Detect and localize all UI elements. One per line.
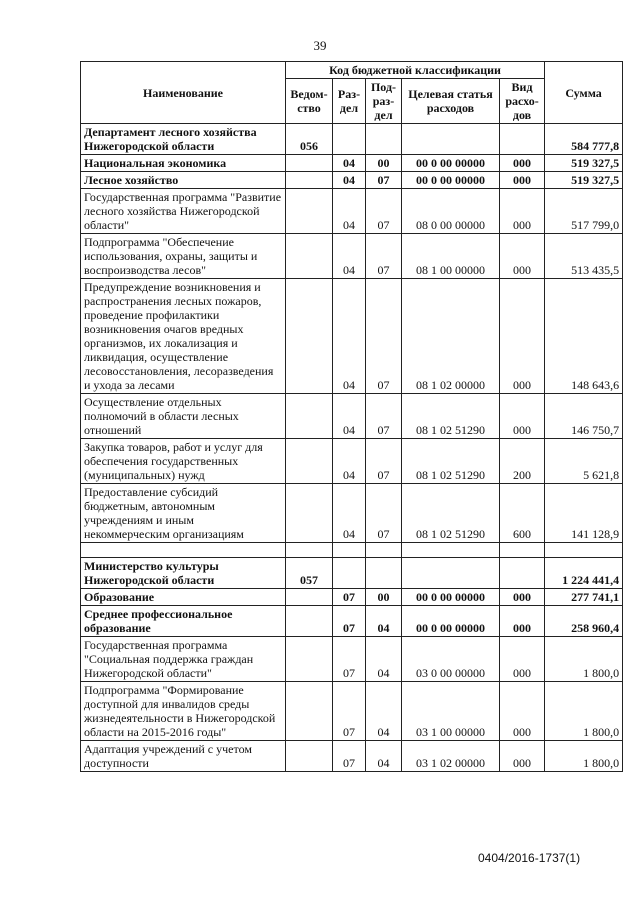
cell-vedomstvo [286,189,333,234]
cell-expense-type: 000 [500,394,545,439]
cell-target-article: 00 0 00 00000 [402,589,500,606]
cell-podrazdel: 00 [366,589,402,606]
empty-cell [500,543,545,558]
cell-name: Адаптация учреждений с учетом доступности [81,741,286,772]
empty-cell [333,543,366,558]
cell-expense-type: 600 [500,484,545,543]
table-row [81,682,623,741]
page-number: 39 [313,38,327,53]
cell-sum: 584 777,8 [545,124,623,155]
table-body [81,124,623,772]
cell-sum: 5 621,8 [545,439,623,484]
cell-podrazdel: 07 [366,172,402,189]
cell-sum: 1 224 441,4 [545,558,623,589]
cell-expense-type: 000 [500,279,545,394]
table-row [81,189,623,234]
cell-target-article: 08 0 00 00000 [402,189,500,234]
cell-podrazdel: 04 [366,606,402,637]
table-row [81,439,623,484]
cell-podrazdel: 07 [366,279,402,394]
cell-name: Образование [81,589,286,606]
cell-target-article: 08 1 02 51290 [402,394,500,439]
cell-podrazdel [366,558,402,589]
empty-cell [402,543,500,558]
cell-vedomstvo: 056 [286,124,333,155]
cell-razdel [333,124,366,155]
table-row [81,279,623,394]
table-row [81,394,623,439]
table-row [81,172,623,189]
budget-table [80,61,623,772]
cell-vedomstvo [286,637,333,682]
cell-vedomstvo [286,589,333,606]
cell-podrazdel: 07 [366,394,402,439]
cell-sum: 141 128,9 [545,484,623,543]
cell-sum: 517 799,0 [545,189,623,234]
cell-target-article: 00 0 00 00000 [402,606,500,637]
header-vedomstvo: Ведом-ство [286,79,333,124]
cell-name: Национальная экономика [81,155,286,172]
cell-target-article: 08 1 00 00000 [402,234,500,279]
cell-razdel: 04 [333,394,366,439]
cell-razdel: 07 [333,741,366,772]
header-razdel: Раз-дел [333,79,366,124]
cell-target-article: 03 0 00 00000 [402,637,500,682]
cell-vedomstvo [286,172,333,189]
table-row [81,124,623,155]
cell-target-article: 00 0 00 00000 [402,172,500,189]
cell-name: Подпрограмма "Формирование доступной для инвалидов среды жизнедеятельности в Нижегородской области на 2015-2016 годы" [81,682,286,741]
table-row [81,606,623,637]
cell-target-article [402,558,500,589]
cell-vedomstvo [286,394,333,439]
cell-sum: 1 800,0 [545,682,623,741]
table-row [81,637,623,682]
cell-sum: 1 800,0 [545,637,623,682]
cell-sum: 519 327,5 [545,155,623,172]
cell-expense-type: 000 [500,155,545,172]
cell-vedomstvo [286,741,333,772]
empty-cell [81,543,286,558]
cell-razdel: 04 [333,189,366,234]
cell-razdel: 04 [333,172,366,189]
table-row [81,741,623,772]
cell-expense-type: 000 [500,234,545,279]
cell-expense-type [500,558,545,589]
cell-name: Департамент лесного хозяйства Нижегородской области [81,124,286,155]
cell-expense-type [500,124,545,155]
cell-expense-type: 000 [500,637,545,682]
cell-podrazdel: 07 [366,234,402,279]
table-row [81,234,623,279]
cell-name: Лесное хозяйство [81,172,286,189]
cell-podrazdel: 07 [366,439,402,484]
cell-vedomstvo [286,155,333,172]
cell-podrazdel: 04 [366,682,402,741]
cell-podrazdel [366,124,402,155]
header-code-group: Код бюджетной классификации [286,62,545,79]
empty-cell [286,543,333,558]
header-expense-type: Вид расхо-дов [500,79,545,124]
cell-target-article [402,124,500,155]
cell-name: Предоставление субсидий бюджетным, автономным учреждениям и иным некоммерческим организациям [81,484,286,543]
cell-name: Осуществление отдельных полномочий в области лесных отношений [81,394,286,439]
cell-razdel: 07 [333,637,366,682]
cell-sum: 1 800,0 [545,741,623,772]
cell-vedomstvo [286,439,333,484]
cell-name: Государственная программа "Развитие лесного хозяйства Нижегородской области" [81,189,286,234]
empty-cell [366,543,402,558]
cell-name: Среднее профессиональное образование [81,606,286,637]
cell-razdel: 07 [333,589,366,606]
cell-vedomstvo: 057 [286,558,333,589]
cell-target-article: 08 1 02 00000 [402,279,500,394]
cell-razdel [333,558,366,589]
cell-target-article: 08 1 02 51290 [402,439,500,484]
table-row [81,589,623,606]
cell-target-article: 03 1 00 00000 [402,682,500,741]
empty-cell [545,543,623,558]
cell-name: Закупка товаров, работ и услуг для обеспечения государственных (муниципальных) нужд [81,439,286,484]
cell-expense-type: 200 [500,439,545,484]
cell-vedomstvo [286,484,333,543]
document-number: 0404/2016-1737(1) [478,851,581,865]
cell-sum: 258 960,4 [545,606,623,637]
cell-expense-type: 000 [500,606,545,637]
cell-podrazdel: 07 [366,484,402,543]
cell-name: Министерство культуры Нижегородской области [81,558,286,589]
cell-razdel: 07 [333,682,366,741]
cell-razdel: 04 [333,234,366,279]
cell-vedomstvo [286,682,333,741]
table-row [81,155,623,172]
header-sum: Сумма [545,62,623,124]
cell-sum: 146 750,7 [545,394,623,439]
cell-target-article: 08 1 02 51290 [402,484,500,543]
cell-sum: 148 643,6 [545,279,623,394]
cell-sum: 519 327,5 [545,172,623,189]
cell-podrazdel: 00 [366,155,402,172]
cell-sum: 513 435,5 [545,234,623,279]
header-target-article: Целевая статья расходов [402,79,500,124]
table-row [81,558,623,589]
cell-target-article: 03 1 02 00000 [402,741,500,772]
cell-podrazdel: 07 [366,189,402,234]
cell-vedomstvo [286,606,333,637]
cell-name: Государственная программа "Социальная поддержка граждан Нижегородской области" [81,637,286,682]
cell-expense-type: 000 [500,189,545,234]
cell-razdel: 07 [333,606,366,637]
spacer-row [81,543,623,558]
cell-razdel: 04 [333,155,366,172]
cell-vedomstvo [286,279,333,394]
cell-sum: 277 741,1 [545,589,623,606]
cell-expense-type: 000 [500,172,545,189]
header-name: Наименование [81,62,286,124]
cell-podrazdel: 04 [366,741,402,772]
table-row [81,484,623,543]
cell-podrazdel: 04 [366,637,402,682]
cell-razdel: 04 [333,439,366,484]
header-podrazdel: Под-раз-дел [366,79,402,124]
cell-expense-type: 000 [500,682,545,741]
cell-target-article: 00 0 00 00000 [402,155,500,172]
cell-razdel: 04 [333,484,366,543]
cell-vedomstvo [286,234,333,279]
cell-name: Подпрограмма "Обеспечение использования, охраны, защиты и воспроизводства лесов" [81,234,286,279]
cell-expense-type: 000 [500,741,545,772]
cell-name: Предупреждение возникновения и распространения лесных пожаров, проведение профилактики возникновения очагов вредных организмов, их локализация и ликвидация, осуществление лесовосстановления, лесоразведения и ухода за лесами [81,279,286,394]
cell-expense-type: 000 [500,589,545,606]
cell-razdel: 04 [333,279,366,394]
